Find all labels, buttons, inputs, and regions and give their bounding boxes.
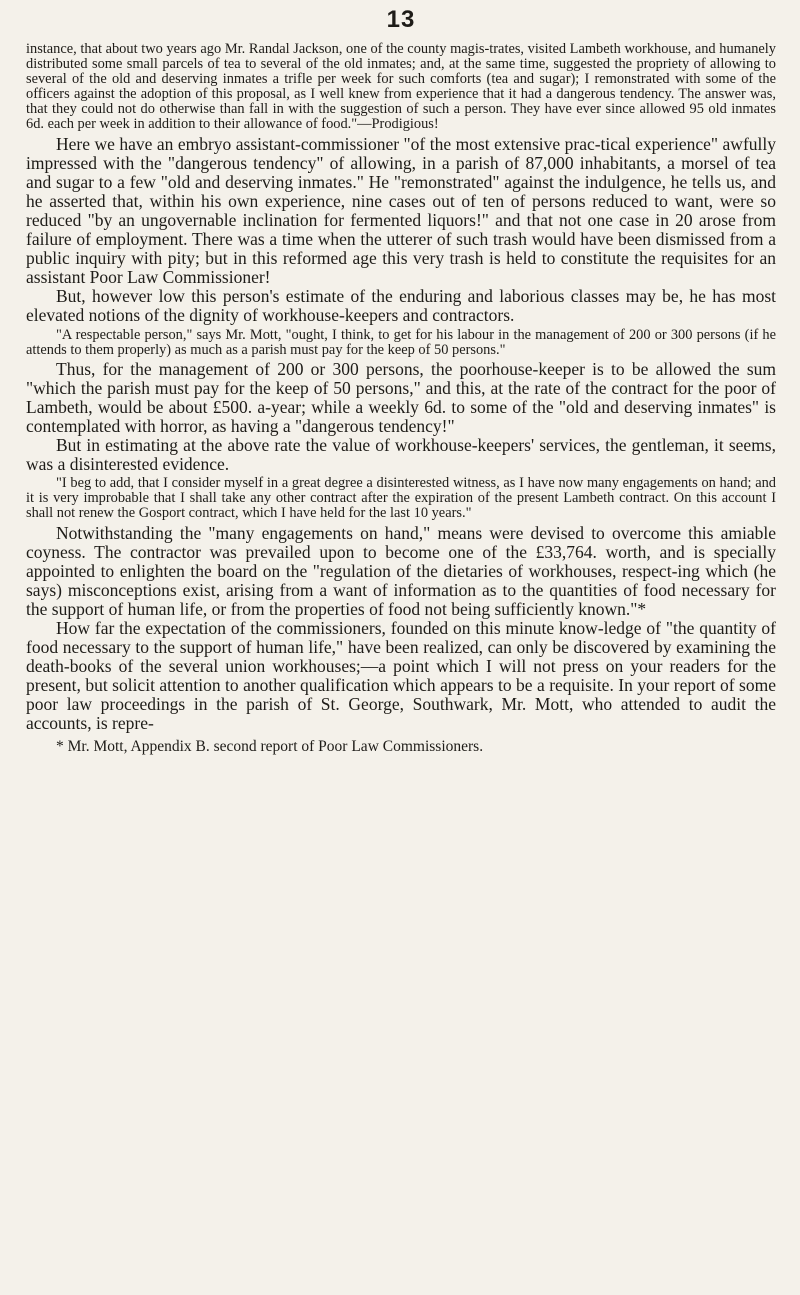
- quote-paragraph: "A respectable person," says Mr. Mott, "ought, I think, to get for his labour in the management of 200 or 300 persons (if he attends to them properly) as much as a parish must pay for the keep of 50 persons.": [26, 326, 776, 358]
- body-paragraph: Thus, for the management of 200 or 300 persons, the poorhouse-keeper is to be allowed the sum "which the parish must pay for the keep of 50 persons," and this, at the rate of the contract for the poor of Lambeth, would be about £500. a-year; while a weekly 6d. to some of the "old and deserving inmates" is contemplated with horror, as having a "dangerous tendency!": [26, 358, 776, 436]
- footnote: * Mr. Mott, Appendix B. second report of Poor Law Commissioners.: [56, 737, 484, 755]
- page-body: [26, 42, 776, 734]
- body-paragraph: How far the expectation of the commissioners, founded on this minute know-ledge of "the quantity of food necessary to the support of human life," have been realized, can only be discovered by examining the death-books of the several union workhouses;—a point which I will not press on your readers for the present, but solicit attention to another qualification which appears to be a requisite. In your report of some poor law proceedings in the parish of St. George, Southwark, Mr. Mott, who attended to audit the accounts, is repre-: [26, 618, 776, 734]
- page-number: 13: [386, 6, 416, 33]
- body-paragraph: Notwithstanding the "many engagements on hand," means were devised to overcome this amiable coyness. The contractor was prevailed upon to become one of the £33,764. worth, and is specially appointed to enlighten the board on the "regulation of the dietaries of workhouses, respect-ing which (he says) misconceptions exist, arising from a want of information as to the quantities of food necessary for the support of human life, or from the properties of food not being sufficiently known."*: [26, 522, 776, 619]
- body-paragraph: But in estimating at the above rate the value of workhouse-keepers' services, the gentleman, it seems, was a disinterested evidence.: [26, 435, 776, 475]
- body-paragraph: But, however low this person's estimate of the enduring and laborious classes may be, he has most elevated notions of the dignity of workhouse-keepers and contractors.: [26, 286, 776, 326]
- quote-paragraph: "I beg to add, that I consider myself in a great degree a disinterested witness, as I have now many engagements on hand; and it is very improbable that I shall take any other contract after the expiration of the present Lambeth contract. On this account I shall not renew the Gosport contract, which I have held for the last 10 years.": [26, 475, 776, 522]
- body-paragraph: Here we have an embryo assistant-commissioner "of the most extensive prac-tical experience" awfully impressed with the "dangerous tendency" of allowing, in a parish of 87,000 inhabitants, a morsel of tea and sugar to a few "old and deserving inmates." He "remonstrated" against the indulgence, he tells us, and he asserted that, within his own experience, nine cases out of ten of persons reduced to want, were so reduced "by an ungovernable inclination for fermented liquors!" and that not one case in 20 arose from failure of employment. There was a time when the utterer of such trash would have been dismissed from a public inquiry with pity; but in this reformed age this very trash is held to constitute the requisites for an assistant Poor Law Commissioner!: [26, 133, 776, 288]
- quote-paragraph: instance, that about two years ago Mr. Randal Jackson, one of the county magis-trates, visited Lambeth workhouse, and humanely distributed some small parcels of tea to several of the old inmates; and, at the same time, suggested the propriety of allowing to several of the old and deserving inmates a trifle per week for such comforts (tea and sugar); I remonstrated with some of the officers against the adoption of this proposal, as I well knew from experience that it had a dangerous tendency. The answer was, that they could not do otherwise than fall in with the suggestion of such a person. They have ever since allowed 95 old inmates 6d. each per week in addition to their allowance of food."—Prodigious!: [26, 41, 776, 133]
